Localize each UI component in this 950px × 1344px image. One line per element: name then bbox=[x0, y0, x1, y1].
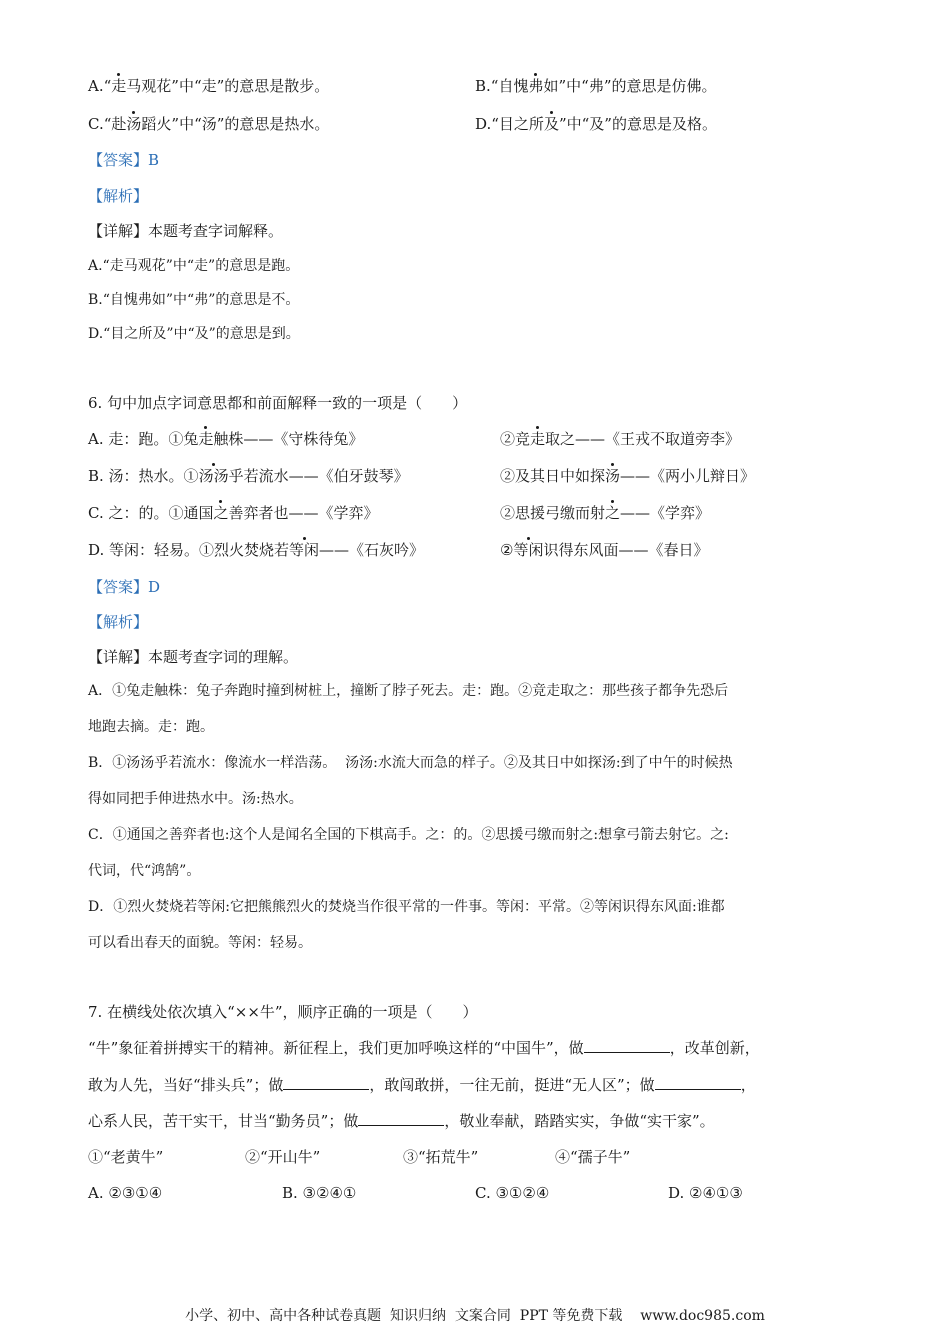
text: ，改革创新， bbox=[669, 1039, 760, 1057]
dotted-char: 之 bbox=[213, 504, 229, 522]
q5-detail: 【详解】本题考查字词解释。 bbox=[88, 222, 284, 240]
text: ②竞 bbox=[500, 430, 531, 448]
dotted-char: 等闲 bbox=[289, 541, 320, 559]
text: C.“赴 bbox=[88, 115, 127, 133]
q5-option-a bbox=[88, 76, 329, 96]
q5-explain-d: D.“目之所及”中“及”的意思是到。 bbox=[88, 326, 300, 342]
answer-value: B bbox=[148, 151, 160, 169]
fill-blank-2[interactable] bbox=[283, 1075, 369, 1090]
q6-explain-line: 得如同把手伸进热水中。汤:热水。 bbox=[88, 791, 303, 807]
answer-value: D bbox=[148, 578, 161, 596]
dotted-char: 走 bbox=[530, 430, 546, 448]
text: ——《石灰吟》 bbox=[319, 541, 425, 559]
text: 乎若流水——《伯牙鼓琴》 bbox=[228, 467, 409, 485]
q6-explain-line: C．①通国之善弈者也:这个人是闻名全国的下棋高手。之：的。②思援弓缴而射之:想拿弓箭去射它。之: bbox=[88, 827, 729, 843]
q6-option-d-left bbox=[88, 540, 424, 560]
q6-explain-line: D．①烈火焚烧若等闲:它把熊熊烈火的焚烧当作很平常的一件事。等闲：平常。②等闲识得东风面:谁都 bbox=[88, 899, 725, 915]
text: ， bbox=[740, 1076, 756, 1094]
text: 识得东风面——《春日》 bbox=[543, 541, 709, 559]
q6-answer bbox=[88, 577, 160, 597]
q7-passage-line-2 bbox=[88, 1075, 756, 1095]
q5-answer bbox=[88, 150, 159, 170]
q6-explain-line: B．①汤汤乎若流水：像流水一样浩荡。 汤汤:水流大而急的样子。②及其日中如探汤:到了中午的时候热 bbox=[88, 755, 733, 771]
dotted-char: 汤 bbox=[605, 467, 621, 485]
q7-option-c[interactable]: C. ③①②④ bbox=[475, 1184, 550, 1202]
q7-item: ③“拓荒牛” bbox=[403, 1148, 479, 1166]
q5-explain-a: A.“走马观花”中“走”的意思是跑。 bbox=[88, 258, 300, 274]
q7-passage-line-3 bbox=[88, 1111, 715, 1131]
text: 敢为人先，当好“排头兵”；做 bbox=[88, 1076, 284, 1094]
dotted-char: 汤 bbox=[126, 115, 142, 133]
q6-option-c-right bbox=[500, 503, 710, 523]
dotted-char: 走 bbox=[111, 77, 127, 95]
q6-explain-line: A．①兔走触株：兔子奔跑时撞到树桩上，撞断了脖子死去。走：跑。②竞走取之：那些孩子都争先恐后 bbox=[88, 683, 729, 699]
text: ”中“及”的意思是及格。 bbox=[558, 115, 717, 133]
q6-option-a-right bbox=[500, 429, 740, 449]
text: ②思援弓缴而射 bbox=[500, 504, 606, 522]
text: ——《学弈》 bbox=[620, 504, 711, 522]
text: B.“自愧 bbox=[475, 77, 529, 95]
q6-option-b-left bbox=[88, 466, 409, 486]
text: A.“ bbox=[88, 77, 112, 95]
text: 如”中“弗”的意思是仿佛。 bbox=[543, 77, 717, 95]
answer-label: 【答案】 bbox=[88, 151, 149, 169]
text: 心系人民，苦干实干，甘当“勤务员”；做 bbox=[88, 1112, 359, 1130]
q7-item: ②“开山牛” bbox=[245, 1148, 321, 1166]
text: B. 汤：热水。① bbox=[88, 467, 199, 485]
text: 善弈者也——《学弈》 bbox=[228, 504, 379, 522]
q6-option-a-left bbox=[88, 429, 363, 449]
q5-option-c bbox=[88, 114, 329, 134]
q6-question: 6. 句中加点字词意思都和前面解释一致的一项是（ ） bbox=[88, 394, 468, 412]
text: ，敬业奉献，踏踏实实，争做“实干家”。 bbox=[444, 1112, 715, 1130]
q6-explain-line: 代词，代“鸿鹄”。 bbox=[88, 863, 201, 879]
q6-analysis-label: 【解析】 bbox=[88, 613, 149, 631]
q5-explain-b: B.“自愧弗如”中“弗”的意思是不。 bbox=[88, 292, 300, 308]
q6-option-b-right bbox=[500, 466, 755, 486]
text: 触株——《守株待兔》 bbox=[213, 430, 364, 448]
text: D.“目之所 bbox=[475, 115, 544, 133]
q5-analysis-label: 【解析】 bbox=[88, 187, 149, 205]
dotted-char: 等闲 bbox=[513, 541, 544, 559]
q7-passage-line-1 bbox=[88, 1038, 760, 1058]
q7-option-b[interactable]: B. ③②④① bbox=[282, 1184, 357, 1202]
text: 马观花”中“走”的意思是散步。 bbox=[126, 77, 330, 95]
q7-item: ①“老黄牛” bbox=[88, 1148, 164, 1166]
q6-detail: 【详解】本题考查字词的理解。 bbox=[88, 648, 299, 666]
dotted-char: 汤汤 bbox=[198, 467, 229, 485]
q6-explain-line: 可以看出春天的面貌。等闲：轻易。 bbox=[88, 935, 312, 951]
text: ，敢闯敢拼，一往无前，挺进“无人区”；做 bbox=[369, 1076, 655, 1094]
fill-blank-3[interactable] bbox=[655, 1075, 741, 1090]
text: “牛”象征着拼搏实干的精神。新征程上，我们更加呼唤这样的“中国牛”，做 bbox=[88, 1039, 584, 1057]
dotted-char: 及 bbox=[543, 115, 559, 133]
q7-question: 7. 在横线处依次填入“××牛”，顺序正确的一项是（ ） bbox=[88, 1003, 478, 1021]
q5-option-d bbox=[475, 114, 717, 134]
text: ②及其日中如探 bbox=[500, 467, 606, 485]
dotted-char: 弗 bbox=[528, 77, 544, 95]
q6-option-d-right bbox=[500, 540, 708, 560]
q7-option-d[interactable]: D. ②④①③ bbox=[668, 1184, 743, 1202]
fill-blank-4[interactable] bbox=[358, 1111, 444, 1126]
dotted-char: 之 bbox=[605, 504, 621, 522]
answer-label: 【答案】 bbox=[88, 578, 149, 596]
fill-blank-1[interactable] bbox=[584, 1038, 670, 1053]
text: D. 等闲：轻易。①烈火焚烧若 bbox=[88, 541, 290, 559]
q7-option-a[interactable]: A. ②③①④ bbox=[88, 1184, 163, 1202]
dotted-char: 走 bbox=[198, 430, 214, 448]
text: ——《两小儿辩日》 bbox=[620, 467, 756, 485]
text: C. 之：的。①通国 bbox=[88, 504, 214, 522]
text: A. 走：跑。①兔 bbox=[88, 430, 199, 448]
text: 蹈火”中“汤”的意思是热水。 bbox=[141, 115, 330, 133]
text: ② bbox=[500, 541, 514, 559]
text: 取之——《王戎不取道旁李》 bbox=[545, 430, 741, 448]
q5-option-b bbox=[475, 76, 717, 96]
q6-explain-line: 地跑去摘。走：跑。 bbox=[88, 719, 214, 735]
q7-item: ④“孺子牛” bbox=[555, 1148, 631, 1166]
page-footer: 小学、初中、高中各种试卷真题 知识归纳 文案合同 PPT 等免费下载 www.doc985.com bbox=[185, 1308, 765, 1324]
q6-option-c-left bbox=[88, 503, 379, 523]
